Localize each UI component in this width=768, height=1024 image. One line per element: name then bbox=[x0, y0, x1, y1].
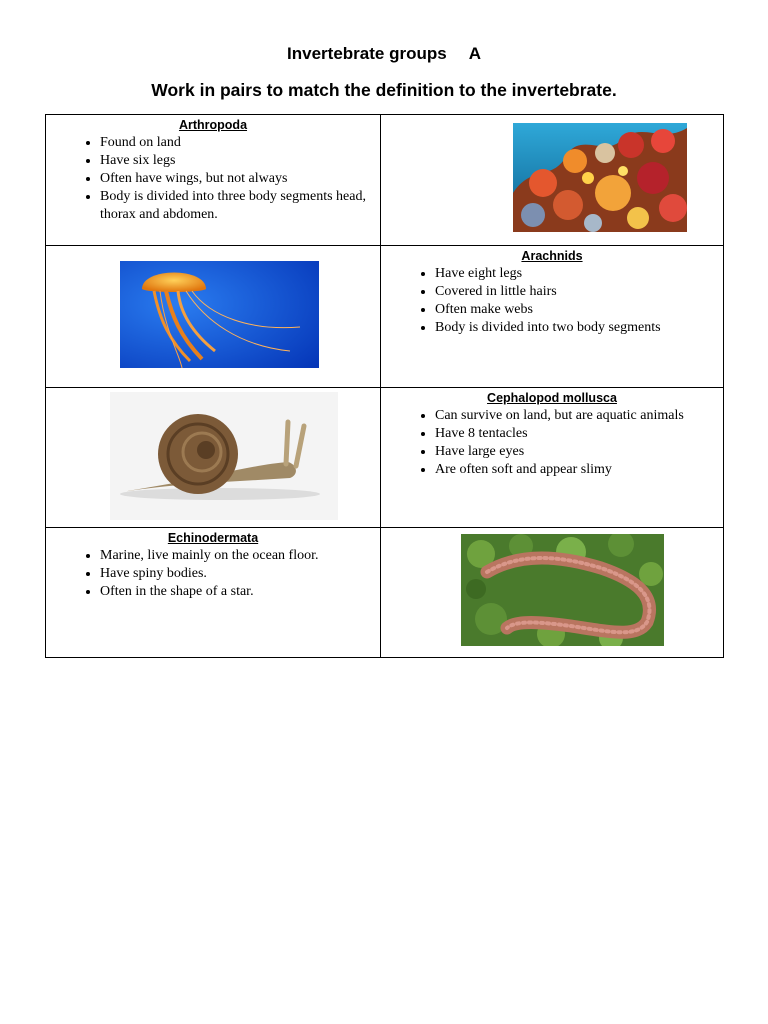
fact-list bbox=[46, 134, 380, 224]
list-item: • Body is divided into two body segments bbox=[435, 319, 723, 337]
definition-cell bbox=[46, 528, 381, 658]
fact-list bbox=[46, 547, 380, 601]
table-row bbox=[46, 528, 724, 658]
list-item: • Have large eyes bbox=[435, 443, 723, 461]
table-row bbox=[46, 115, 724, 246]
list-item: • Often make webs bbox=[435, 301, 723, 319]
definition-cell bbox=[46, 115, 381, 246]
group-heading: Cephalopod mollusca bbox=[487, 391, 617, 405]
version-letter: A bbox=[468, 44, 481, 63]
table-row bbox=[46, 246, 724, 388]
list-item: • Are often soft and appear slimy bbox=[435, 461, 723, 479]
picture-cell bbox=[381, 528, 724, 658]
list-item: • Marine, live mainly on the ocean floor. bbox=[100, 547, 380, 565]
list-item: • Often in the shape of a star. bbox=[100, 583, 380, 601]
snail-image bbox=[110, 392, 338, 520]
jellyfish-image bbox=[120, 261, 319, 368]
list-item: • Often have wings, but not always bbox=[100, 170, 380, 188]
title-text: Invertebrate groups bbox=[287, 44, 447, 63]
picture-cell bbox=[46, 388, 381, 528]
list-item: • Have eight legs bbox=[435, 265, 723, 283]
list-item: • Have six legs bbox=[100, 152, 380, 170]
group-heading: Arthropoda bbox=[178, 118, 248, 132]
definition-cell bbox=[381, 246, 724, 388]
earthworm-image bbox=[461, 534, 664, 646]
list-item: • Have spiny bodies. bbox=[100, 565, 380, 583]
matching-table bbox=[45, 114, 724, 658]
worksheet-title bbox=[0, 44, 768, 64]
list-item: • Found on land bbox=[100, 134, 380, 152]
instruction-text: Work in pairs to match the definition to the invertebrate. bbox=[151, 80, 617, 100]
list-item: • Have 8 tentacles bbox=[435, 425, 723, 443]
coral-reef-image bbox=[513, 123, 687, 232]
group-heading: Arachnids bbox=[521, 249, 583, 263]
group-heading: Echinodermata bbox=[167, 531, 259, 545]
picture-cell bbox=[381, 115, 724, 246]
list-item: • Can survive on land, but are aquatic animals bbox=[435, 407, 723, 425]
fact-list bbox=[381, 407, 723, 479]
picture-cell bbox=[46, 246, 381, 388]
table-row bbox=[46, 388, 724, 528]
list-item: • Covered in little hairs bbox=[435, 283, 723, 301]
definition-cell bbox=[381, 388, 724, 528]
fact-list bbox=[381, 265, 723, 337]
list-item: • Body is divided into three body segments head, thorax and abdomen. bbox=[100, 188, 380, 224]
